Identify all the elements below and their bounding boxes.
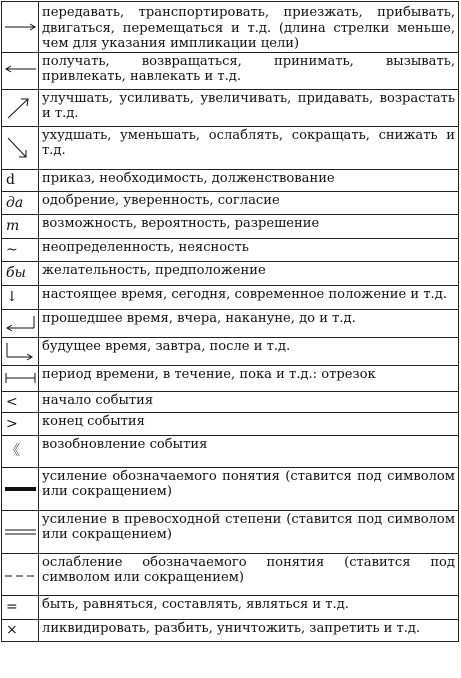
down-then-right-arrow-icon: [4, 341, 37, 361]
table-row: [2, 238, 459, 261]
table-row: [2, 309, 459, 337]
description-cell: ослабление обозначаемого понятия (ставится под символом или сокращением): [39, 553, 459, 595]
symbols-table: [1, 1, 459, 642]
symbol-cell: [2, 126, 39, 169]
symbol-text: m: [6, 218, 20, 235]
symbol-cell: [2, 52, 39, 89]
table-row: [2, 435, 459, 467]
symbol-cell: [2, 89, 39, 126]
description-cell: начало события: [39, 391, 459, 412]
symbol-text: =: [6, 599, 18, 616]
description-cell: приказ, необходимость, долженствование: [39, 169, 459, 191]
table-row: [2, 553, 459, 595]
table-row: [2, 261, 459, 285]
table-row: [2, 214, 459, 238]
double-line-icon: [4, 526, 37, 538]
description-cell: быть, равняться, составлять, являться и т.д.: [39, 595, 459, 619]
symbol-cell: [2, 214, 39, 238]
symbol-cell: [2, 467, 39, 510]
description-cell: получать, возвращаться, принимать, вызывать, привлекать, навлекать и т.д.: [39, 52, 459, 89]
symbol-text: ↓: [6, 289, 18, 306]
table-row: [2, 391, 459, 412]
table-row: [2, 619, 459, 641]
table-row: [2, 126, 459, 169]
description-cell: усиление в превосходной степени (ставится под символом или сокращением): [39, 510, 459, 553]
symbol-cell: [2, 619, 39, 641]
description-cell: улучшать, усиливать, увеличивать, придавать, возрастать и т.д.: [39, 89, 459, 126]
long-left-arrow-icon: [4, 64, 37, 78]
symbol-text: d: [6, 172, 15, 189]
description-cell: возобновление события: [39, 435, 459, 467]
symbol-cell: [2, 412, 39, 435]
table-row: [2, 52, 459, 89]
description-cell: одобрение, уверенность, согласие: [39, 191, 459, 214]
table-row: [2, 595, 459, 619]
table-row: [2, 510, 459, 553]
symbol-cell: [2, 391, 39, 412]
table-row: [2, 467, 459, 510]
description-cell: прошедшее время, вчера, накануне, до и т.д.: [39, 309, 459, 337]
description-cell: будущее время, завтра, после и т.д.: [39, 337, 459, 365]
symbol-text: 《: [6, 443, 20, 460]
symbol-cell: [2, 309, 39, 337]
time-interval-icon: [4, 371, 37, 385]
long-right-arrow-icon: [4, 20, 37, 34]
description-cell: неопределенность, неясность: [39, 238, 459, 261]
description-cell: ухудшать, уменьшать, ослаблять, сокращать, снижать и т.д.: [39, 126, 459, 169]
symbol-text: ~: [6, 241, 18, 258]
hook-left-arrow-icon: [4, 314, 37, 332]
symbol-cell: [2, 238, 39, 261]
dashed-line-icon: [4, 568, 37, 580]
table-row: [2, 169, 459, 191]
down-right-arrow-icon: [4, 135, 37, 161]
description-cell: ликвидировать, разбить, уничтожить, запретить и т.д.: [39, 619, 459, 641]
symbol-cell: [2, 595, 39, 619]
symbol-cell: [2, 435, 39, 467]
description-cell: желательность, предположение: [39, 261, 459, 285]
table-row: [2, 89, 459, 126]
description-cell: период времени, в течение, пока и т.д.: отрезок: [39, 365, 459, 391]
description-cell: усиление обозначаемого понятия (ставится под символом или сокращением): [39, 467, 459, 510]
thick-bar-icon: [4, 483, 37, 495]
symbol-text: бы: [6, 265, 26, 282]
symbol-cell: [2, 2, 39, 53]
symbol-text: >: [6, 415, 18, 432]
symbol-cell: [2, 285, 39, 309]
symbol-text: <: [6, 393, 18, 410]
table-row: [2, 191, 459, 214]
description-cell: настоящее время, сегодня, современное положение и т.д.: [39, 285, 459, 309]
table-row: [2, 365, 459, 391]
description-cell: конец события: [39, 412, 459, 435]
description-cell: возможность, вероятность, разрешение: [39, 214, 459, 238]
symbol-cell: [2, 337, 39, 365]
table-row: [2, 285, 459, 309]
symbol-cell: [2, 261, 39, 285]
symbol-cell: [2, 553, 39, 595]
table-row: [2, 412, 459, 435]
table-row: [2, 2, 459, 53]
table-row: [2, 337, 459, 365]
symbol-text: ×: [6, 622, 18, 639]
up-right-arrow-icon: [4, 96, 37, 120]
symbol-cell: [2, 191, 39, 214]
symbol-cell: [2, 510, 39, 553]
symbol-cell: [2, 169, 39, 191]
symbol-text: да: [6, 194, 24, 211]
symbol-cell: [2, 365, 39, 391]
description-cell: передавать, транспортировать, приезжать, прибывать, двигаться, перемещаться и т.д. (длина стрелки меньше, чем для указания импликации цели): [39, 2, 459, 53]
